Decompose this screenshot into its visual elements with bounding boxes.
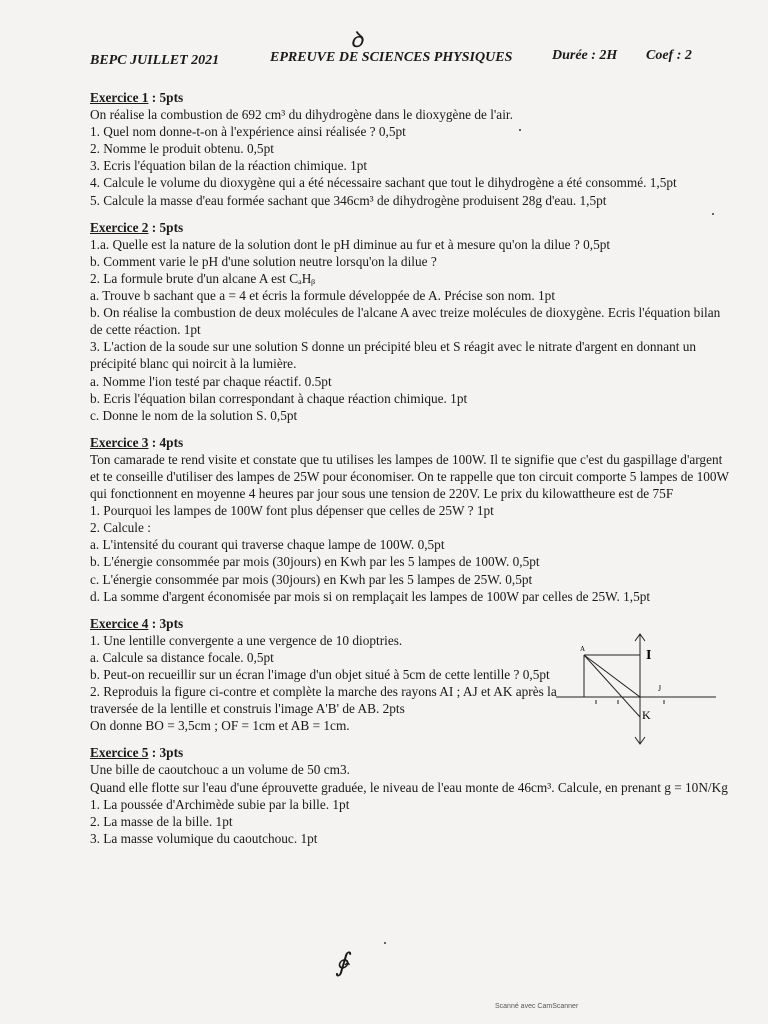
exercise-line: b. Peut-on recueillir sur un écran l'image d'un objet situé à 5cm de cette lentille ? 0,5pt [90,667,550,682]
exercise-title: Exercice 1 : 5pts [90,90,184,105]
exercise-line: d. La somme d'argent économisée par mois si on remplaçait les lampes de 100W par celles de 25W. 1,5pt [90,588,651,604]
exercise-line: a. Nomme l'ion testé par chaque réactif. 0.5pt [90,373,332,389]
exercise-line: c. Donne le nom de la solution S. 0,5pt [90,407,298,423]
exercise-title: Exercice 3 : 4pts [90,434,184,450]
exercise-1 [90,89,730,209]
exercise-line: 4. Calcule le volume du dioxygène qui a été nécessaire sachant que tout le dihydrogène a été consommé. 1,5pt [90,175,677,191]
scan-speck [384,942,386,944]
exercise-line: Ton camarade te rend visite et constate que tu utilises les lampes de 100W. Il te signifie que c'est du gaspillage d'argent et te conseille d'utiliser des lampes de 25W pour économiser. On te rappelle que ton circuit comporte 5 lampes de 100W qui fonctionnent en moyenne 4 heures par jour sous une tension de 220V. Le prix du kilowattheure est de 75F [90,451,729,502]
exercise-line: a. L'intensité du courant qui traverse chaque lampe de 100W. 0,5pt [90,537,445,553]
lens-ray-diagram [556,633,716,745]
handwritten-mark-bottom: ∳ [335,948,349,977]
label-i: I [646,647,652,663]
exercise-line: 3. Ecris l'équation bilan de la réaction chimique. 1pt [90,158,368,174]
exercise-line: On réalise la combustion de 692 cm³ du dihydrogène dans le dioxygène de l'air. [90,107,513,123]
exercise-5 [90,744,730,847]
exercise-line: 3. L'action de la soude sur une solution S donne un précipité bleu et S réagit avec le nitrate d'argent en donnant un précipité blanc qui noircit à la lumière. [90,339,697,372]
exercise-line: 2. La formule brute d'un alcane A est CₐHᵦ [90,270,316,286]
exam-coefficient: Coef : 2 [646,48,692,63]
exercise-title: Exercice 5 : 3pts [90,745,184,761]
exercise-line: 1. Pourquoi les lampes de 100W font plus dépenser que celles de 25W ? 1pt [90,503,494,519]
exercise-4 [90,615,730,735]
exercise-line: On donne BO = 3,5cm ; OF = 1cm et AB = 1cm. [90,718,350,734]
exercise-title: Exercice 2 : 5pts [90,219,184,235]
exam-session: BEPC JUILLET 2021 [90,53,220,68]
ray-aj [584,655,640,697]
exercise-line: 1.a. Quelle est la nature de la solution dont le pH diminue au fur et à mesure qu'on la dilue ? 0,5pt [90,236,611,252]
exercise-line: 2. Reproduis la figure ci-contre et complète la marche des rayons AI ; AJ et AK après la traversée de la lentille et construis l'image A'B' de AB. 2pts [90,684,557,717]
label-a: A [580,644,586,653]
exercise-line: 1. Une lentille convergente a une vergence de 10 dioptries. [90,632,403,648]
exercise-line: b. L'énergie consommée par mois (30jours) en Kwh par les 5 lampes de 100W. 0,5pt [90,554,540,570]
exercise-line: b. On réalise la combustion de deux molécules de l'alcane A avec treize molécules de dioxygène. Ecris l'équation bilan de cette réaction. 1pt [90,305,721,338]
exercise-line: 1. Quel nom donne-t-on à l'expérience ainsi réalisée ? 0,5pt [90,124,406,140]
exercise-line: a. Calcule sa distance focale. 0,5pt [90,649,274,665]
exercise-line: 5. Calcule la masse d'eau formée sachant que 346cm³ de dihydrogène produisent 28g d'eau. 1,5pt [90,192,607,208]
exercise-2 [90,219,730,424]
exercise-line: 3. La masse volumique du caoutchouc. 1pt [90,830,318,846]
scan-speck [519,129,521,131]
ray-ak [584,655,640,717]
handwritten-mark-top: ꝺ [350,27,364,52]
exam-header [90,48,710,72]
exercise-3 [90,434,730,605]
exam-duration: Durée : 2H [552,48,618,63]
exercise-line: Une bille de caoutchouc a un volume de 50 cm3. [90,762,350,778]
exercise-line: 2. Calcule : [90,520,151,536]
label-k: K [642,707,651,722]
exercise-line: b. Ecris l'équation bilan correspondant à chaque réaction chimique. 1pt [90,390,468,406]
scan-speck [712,213,714,215]
exam-content [90,89,730,857]
exercise-line: b. Comment varie le pH d'une solution neutre lorsqu'on la dilue ? [90,253,437,269]
scanner-watermark: Scanné avec CamScanner [495,1003,579,1010]
label-j: J [658,683,662,693]
exercise-title: Exercice 4 : 3pts [90,615,184,631]
exam-subject: EPREUVE DE SCIENCES PHYSIQUES [270,50,513,65]
exercise-line: Quand elle flotte sur l'eau d'une éprouvette graduée, le niveau de l'eau monte de 46cm³. Calcule, en prenant g = 10N/Kg [90,779,728,795]
exercise-line: c. L'énergie consommée par mois (30jours) en Kwh par les 5 lampes de 25W. 0,5pt [90,571,533,587]
exercise-line: 1. La poussée d'Archimède subie par la bille. 1pt [90,796,350,812]
exercise-line: 2. La masse de la bille. 1pt [90,813,233,829]
exercise-line: 2. Nomme le produit obtenu. 0,5pt [90,141,274,157]
exercise-line: a. Trouve b sachant que a = 4 et écris la formule développée de A. Précise son nom. 1pt [90,288,556,304]
